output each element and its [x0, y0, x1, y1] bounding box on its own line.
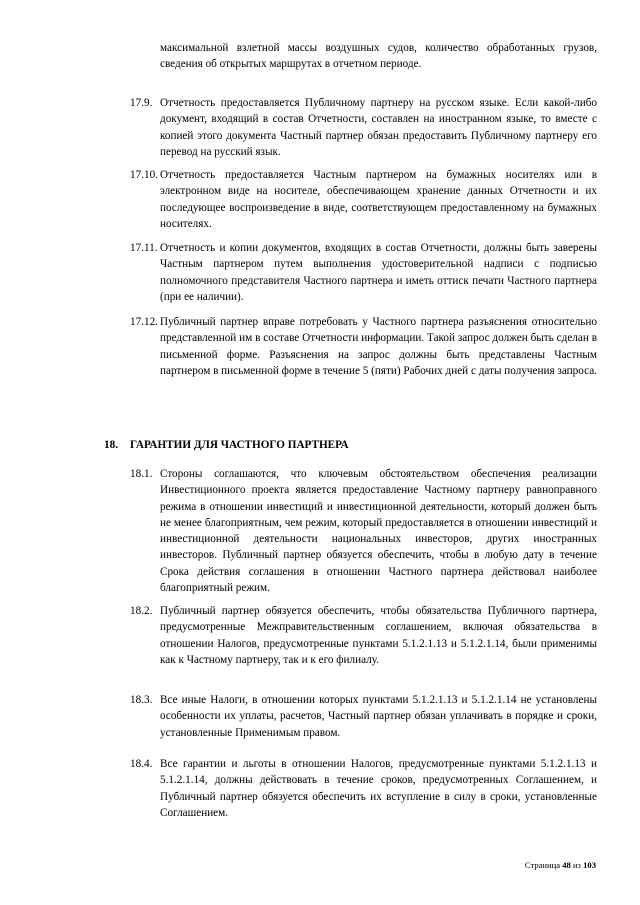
clause-number: 18.4. [130, 758, 153, 770]
section-number: 18. [104, 439, 118, 451]
clause-18-2 [104, 603, 597, 685]
clause-text: Отчетность предоставляется Частным партнером на бумажных носителях или в электронном виде на носителе, обеспечивающем хранение данных Отчетности и их последующее воспроизведение в виде, соответствующем предоставленному на бумажных носителях. [160, 169, 597, 230]
clause-text: Отчетность и копии документов, входящих в состав Отчетности, должны быть заверены Частным партнером путем выполнения удостоверительной надписи с подписью полномочного представителя Частного партнера и иметь оттиск печати Частного партнера (при ее наличии). [160, 242, 597, 303]
clause-text: Все гарантии и льготы в отношении Налогов, предусмотренные пунктами 5.1.2.1.13 и 5.1.2.1.14, должны действовать в течение сроков, предусмотренных Соглашением, и Публичный партнер обязуется обеспечить их вступление в силу в сроки, установленные Соглашением. [160, 758, 597, 819]
section-title: ГАРАНТИИ ДЛЯ ЧАСТНОГО ПАРТНЕРА [130, 439, 349, 451]
page-label: Страница [524, 860, 561, 870]
clause-number: 17.10. [130, 169, 158, 181]
clause-text: Публичный партнер обязуется обеспечить, чтобы обязательства Публичного партнера, предусмотренные Межправительственным соглашением, включая обязательства в отношении Налогов, предусмотренные пунктами 5.1.2.1.13 и 5.1.2.1.14, были применимы как к Частному партнеру, так и к его филиалу. [160, 605, 597, 666]
clause-17-12 [104, 314, 597, 396]
page-footer [525, 860, 596, 870]
clause-text: Публичный партнер вправе потребовать у Частного партнера разъяснения относительно представленной им в составе Отчетности информации. Такой запрос должен быть сделан в письменной форме. Разъяснения на запрос должны быть представлены Частным партнером в письменной форме в течение 5 (пяти) Рабочих дней с даты получения запроса. [160, 316, 597, 377]
clause-text: Все иные Налоги, в отношении которых пунктами 5.1.2.1.13 и 5.1.2.1.14 не установлены особенности их уплаты, расчетов, Частный партнер обязан уплачивать в порядке и сроки, установленные Применимым правом. [160, 694, 597, 739]
clause-number: 17.12. [130, 316, 158, 328]
clause-text: Стороны соглашаются, что ключевым обстоятельством обеспечения реализации Инвестиционного проекта является предоставление Частному партнеру равноправного режима в отношении инвестиций и инвестиционной деятельности, который должен быть не менее благоприятным, чем режим, который предоставляется в отношении инвестиций и инвестиционной деятельности национальных инвесторов, других иностранных инвесторов. Публичный партнер обязуется обеспечить, чтобы в любую дату в течение Срока действия соглашения в отношении Частного партнера действовал наиболее благоприятный режим. [160, 468, 597, 595]
clause-number: 17.9. [130, 97, 153, 109]
clause-number: 17.11. [130, 242, 158, 254]
continuation-paragraph: максимальной взлетной массы воздушных судов, количество обработанных грузов, сведения об открытых маршрутах в отчетном периоде. [160, 42, 597, 71]
clause-number: 18.2. [130, 605, 153, 617]
section-heading-18 [104, 437, 349, 453]
clause-number: 18.1. [130, 468, 153, 480]
clause-17-11 [104, 240, 597, 306]
clause-text: Отчетность предоставляется Публичному партнеру на русском языке. Если какой-либо документ, входящий в состав Отчетности, составлен на иностранном языке, то вместе с копией этого документа Частный партнер обязан предоставить Публичному партнеру его перевод на русский язык. [160, 97, 597, 158]
page-total: 103 [583, 860, 596, 870]
clause-18-4 [104, 756, 597, 822]
page-current: 48 [562, 860, 571, 870]
clause-number: 18.3. [130, 694, 153, 706]
clause-17-10 [104, 167, 597, 233]
clause-18-1 [104, 466, 597, 596]
clause-18-3 [104, 692, 597, 742]
clause-17-9 [104, 95, 597, 161]
page-separator: из [572, 860, 581, 870]
